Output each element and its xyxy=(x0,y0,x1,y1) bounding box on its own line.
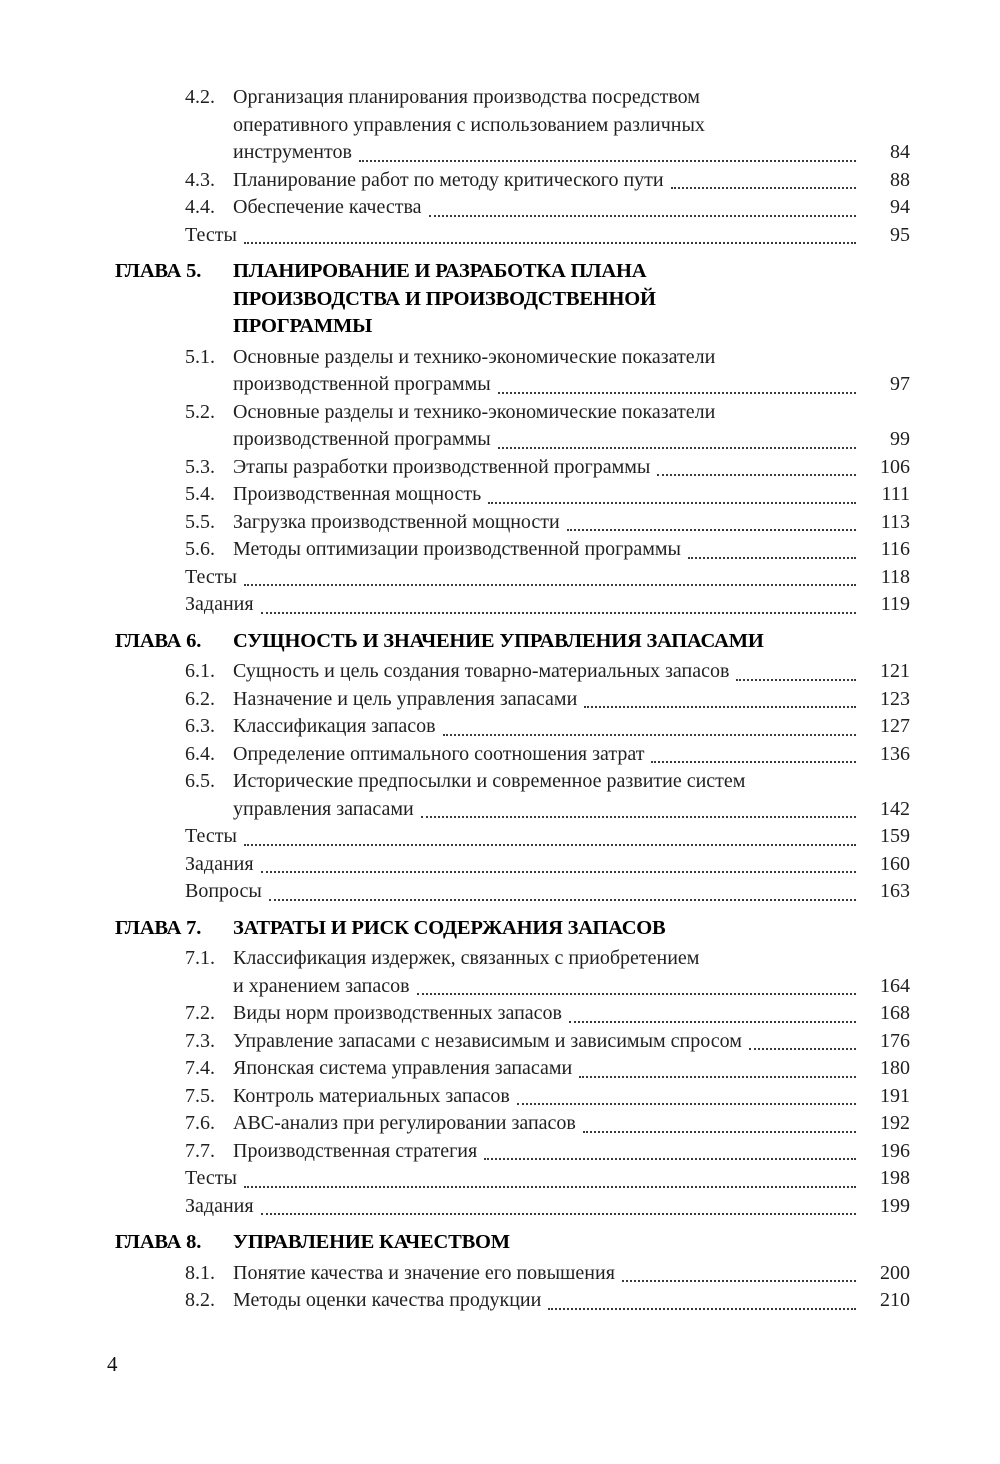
dot-leader xyxy=(548,1308,856,1310)
toc-page-number: 106 xyxy=(880,455,910,478)
toc-entry-body xyxy=(233,628,910,656)
toc-entry-title: Методы оценки качества продукции xyxy=(233,1289,542,1311)
toc-page-number: 164 xyxy=(880,974,910,997)
dot-leader xyxy=(429,215,856,217)
toc-entry-body xyxy=(233,1055,910,1083)
dot-leader xyxy=(421,816,856,818)
toc-entry-body xyxy=(185,591,910,619)
toc-section-entry xyxy=(0,741,1000,769)
toc-page-number: 198 xyxy=(880,1167,910,1189)
toc-entry-label: Задания xyxy=(185,593,254,615)
dot-leader xyxy=(261,1213,856,1215)
toc-entry-body xyxy=(233,454,910,482)
toc-section-number: 5.1. xyxy=(185,345,215,368)
toc-entry-line xyxy=(233,686,910,714)
toc-entry-title: оперативного управления с использованием различных xyxy=(233,113,705,136)
toc-entry-body xyxy=(233,1287,910,1315)
toc-chapter-entry xyxy=(0,1229,1000,1257)
toc-section-entry xyxy=(0,399,1000,454)
toc-entry-line xyxy=(233,167,910,195)
toc-page-number: 142 xyxy=(880,797,910,820)
toc-section-number: 5.2. xyxy=(185,400,215,423)
toc-entry-body xyxy=(233,915,910,943)
toc-section-number: 7.1. xyxy=(185,947,215,969)
toc-section-entry xyxy=(0,686,1000,714)
toc-page-number: 180 xyxy=(880,1057,910,1079)
toc-entry-title: Методы оптимизации производственной программы xyxy=(233,538,681,560)
toc-entry-body xyxy=(185,1165,910,1193)
dot-leader xyxy=(488,502,856,504)
toc-page-number: 199 xyxy=(880,1194,910,1217)
toc-entry-line xyxy=(185,564,910,592)
toc-entry-line xyxy=(233,741,910,769)
toc-aux-entry xyxy=(0,878,1000,906)
toc-entry-body xyxy=(233,167,910,195)
toc-aux-entry xyxy=(0,564,1000,592)
toc-section-number: 6.5. xyxy=(185,770,215,792)
toc-entry-line xyxy=(233,713,910,741)
toc-entry-line xyxy=(233,139,910,167)
toc-section-entry xyxy=(0,658,1000,686)
toc-aux-entry xyxy=(0,1165,1000,1193)
toc-entry-title: Этапы разработки производственной программы xyxy=(233,455,651,478)
dot-leader xyxy=(579,1076,856,1078)
toc-entry-title: производственной программы xyxy=(233,373,491,395)
toc-section-number: 4.2. xyxy=(185,86,215,108)
toc-chapter-title: ПРОГРАММЫ xyxy=(233,315,373,337)
toc-entry-line xyxy=(185,222,910,250)
toc-entry-body xyxy=(185,564,910,592)
toc-page-number: 200 xyxy=(880,1261,910,1284)
toc-entry-body xyxy=(233,258,910,341)
toc-entry-line xyxy=(185,851,910,879)
dot-leader xyxy=(736,679,856,681)
toc-page-number: 95 xyxy=(890,223,910,246)
toc-page-number: 192 xyxy=(880,1112,910,1134)
toc-entry-title: Исторические предпосылки и современное развитие систем xyxy=(233,770,746,792)
toc-section-entry xyxy=(0,481,1000,509)
toc-aux-entry xyxy=(0,222,1000,250)
toc-page-number: 191 xyxy=(880,1084,910,1107)
toc-entry-title: Организация планирования производства посредством xyxy=(233,86,700,108)
toc-entry-body xyxy=(233,713,910,741)
toc-section-entry xyxy=(0,1000,1000,1028)
toc-entry-title: Загрузка производственной мощности xyxy=(233,510,560,533)
toc-page-number: 123 xyxy=(880,687,910,710)
dot-leader xyxy=(417,993,856,995)
toc-page-number: 84 xyxy=(890,141,910,163)
toc-section-entry xyxy=(0,1083,1000,1111)
toc-entry-title: управления запасами xyxy=(233,797,414,820)
dot-leader xyxy=(443,734,856,736)
toc-aux-entry xyxy=(0,851,1000,879)
dot-leader xyxy=(749,1048,856,1050)
toc-section-entry xyxy=(0,536,1000,564)
dot-leader xyxy=(244,584,856,586)
toc-entry-line xyxy=(233,509,910,537)
toc-entry-body xyxy=(233,344,910,399)
dot-leader xyxy=(244,1186,856,1188)
toc-entry-body xyxy=(233,1110,910,1138)
toc-entry-label: Задания xyxy=(185,1194,254,1217)
dot-leader xyxy=(269,899,856,901)
toc-page-number: 136 xyxy=(880,742,910,765)
toc-page-number: 210 xyxy=(880,1289,910,1311)
toc-entry-title: Понятие качества и значение его повышения xyxy=(233,1261,615,1284)
toc-entry-line xyxy=(233,973,910,1001)
toc-entry-title: производственной программы xyxy=(233,428,491,450)
dot-leader xyxy=(688,557,856,559)
toc-entry-title: Планирование работ по методу критического пути xyxy=(233,168,664,191)
toc-chapter-number: ГЛАВА 5. xyxy=(115,260,202,282)
toc-section-number: 8.1. xyxy=(185,1261,215,1284)
dot-leader xyxy=(671,187,856,189)
toc-page-number: 113 xyxy=(880,510,910,533)
toc-chapter-entry xyxy=(0,915,1000,943)
toc-section-entry xyxy=(0,1028,1000,1056)
footer-page-number: 4 xyxy=(107,1352,118,1376)
toc-entry-title: и хранением запасов xyxy=(233,974,410,997)
toc-chapter-title: ПРОИЗВОДСТВА И ПРОИЗВОДСТВЕННОЙ xyxy=(233,287,656,310)
toc-entry-line xyxy=(233,1083,910,1111)
toc-entry-body xyxy=(185,222,910,250)
toc-entry-body xyxy=(233,1260,910,1288)
toc-entry-body xyxy=(233,399,910,454)
toc-entry-body xyxy=(233,194,910,222)
toc-section-number: 4.3. xyxy=(185,168,215,191)
toc-section-number: 7.7. xyxy=(185,1139,215,1162)
toc-entry-line xyxy=(185,1193,910,1221)
toc-page-number: 121 xyxy=(880,660,910,682)
toc-entry-line xyxy=(233,371,910,399)
toc-section-entry xyxy=(0,1110,1000,1138)
toc-page-number: 97 xyxy=(890,373,910,395)
toc-entry-title: Управление запасами с независимым и зависимым спросом xyxy=(233,1029,742,1052)
toc-entry-line xyxy=(233,1000,910,1028)
toc-section-number: 5.6. xyxy=(185,538,215,560)
toc-page-number: 99 xyxy=(890,428,910,450)
dot-leader xyxy=(584,706,856,708)
toc-entry-label: Тесты xyxy=(185,223,237,246)
toc-entry-line xyxy=(233,658,910,686)
toc-page-number: 196 xyxy=(880,1139,910,1162)
toc-page-number: 118 xyxy=(880,565,910,588)
toc-entry-title: Производственная стратегия xyxy=(233,1139,478,1162)
toc-entry-body xyxy=(233,84,910,167)
toc-page-number: 94 xyxy=(890,196,910,218)
dot-leader xyxy=(261,612,856,614)
toc-chapter-number: ГЛАВА 6. xyxy=(115,629,202,652)
toc-entry-body xyxy=(233,1028,910,1056)
toc-entry-title: инструментов xyxy=(233,141,352,163)
toc-entry-title: Контроль материальных запасов xyxy=(233,1084,510,1107)
toc-page-number: 159 xyxy=(880,825,910,847)
toc-entry-title: Виды норм производственных запасов xyxy=(233,1002,563,1024)
toc-section-entry xyxy=(0,1260,1000,1288)
toc-entry-body xyxy=(233,1138,910,1166)
toc-entry-line xyxy=(185,1165,910,1193)
toc-entry-line xyxy=(233,1110,910,1138)
toc-chapter-title: СУЩНОСТЬ И ЗНАЧЕНИЕ УПРАВЛЕНИЯ ЗАПАСАМИ xyxy=(233,629,764,652)
toc-page-number: 116 xyxy=(880,538,910,560)
toc-page-number: 127 xyxy=(880,715,910,737)
toc-entry-body xyxy=(185,851,910,879)
toc-entry-title: Основные разделы и технико-экономические показатели xyxy=(233,345,716,368)
toc-section-number: 5.4. xyxy=(185,483,215,505)
dot-leader xyxy=(651,761,856,763)
toc-entry-line xyxy=(185,878,910,906)
toc-entry-body xyxy=(233,536,910,564)
toc-section-number: 5.3. xyxy=(185,455,215,478)
toc-entry-body xyxy=(233,945,910,1000)
toc-entry-body xyxy=(185,878,910,906)
toc-entry-body xyxy=(233,1000,910,1028)
toc-section-number: 8.2. xyxy=(185,1289,215,1311)
toc-entry-title: Обеспечение качества xyxy=(233,196,422,218)
toc-page-number: 176 xyxy=(880,1029,910,1052)
toc-chapter-entry xyxy=(0,258,1000,341)
toc-section-entry xyxy=(0,509,1000,537)
toc-entry-line xyxy=(233,194,910,222)
toc-section-entry xyxy=(0,945,1000,1000)
toc-section-entry xyxy=(0,1287,1000,1315)
toc-page-number: 168 xyxy=(880,1002,910,1024)
dot-leader xyxy=(484,1158,856,1160)
toc-entry-line xyxy=(185,591,910,619)
toc-entry-body xyxy=(233,686,910,714)
toc-entry-line xyxy=(233,1138,910,1166)
toc-entry-label: Тесты xyxy=(185,1167,237,1189)
toc-entry-line xyxy=(185,823,910,851)
toc-entry-title: АВС-анализ при регулировании запасов xyxy=(233,1112,576,1134)
dot-leader xyxy=(498,447,856,449)
dot-leader xyxy=(244,242,856,244)
table-of-contents xyxy=(0,84,1000,1315)
toc-chapter-title: ПЛАНИРОВАНИЕ И РАЗРАБОТКА ПЛАНА xyxy=(233,260,647,282)
toc-entry-line xyxy=(233,536,910,564)
toc-entry-body xyxy=(233,1229,910,1257)
dot-leader xyxy=(261,871,856,873)
toc-section-entry xyxy=(0,167,1000,195)
toc-section-number: 6.1. xyxy=(185,660,215,682)
toc-section-number: 7.2. xyxy=(185,1002,215,1024)
dot-leader xyxy=(567,529,856,531)
toc-page-number: 88 xyxy=(890,168,910,191)
toc-page-number: 163 xyxy=(880,880,910,902)
dot-leader xyxy=(569,1021,856,1023)
dot-leader xyxy=(498,392,856,394)
dot-leader xyxy=(583,1131,856,1133)
toc-entry-body xyxy=(233,509,910,537)
toc-entry-body xyxy=(185,823,910,851)
toc-entry-label: Вопросы xyxy=(185,880,262,902)
toc-entry-line xyxy=(233,1260,910,1288)
toc-section-entry xyxy=(0,768,1000,823)
toc-entry-label: Тесты xyxy=(185,825,237,847)
toc-section-entry xyxy=(0,454,1000,482)
toc-section-entry xyxy=(0,713,1000,741)
toc-entry-body xyxy=(233,1083,910,1111)
toc-entry-line xyxy=(233,454,910,482)
toc-aux-entry xyxy=(0,823,1000,851)
toc-entry-title: Определение оптимального соотношения затрат xyxy=(233,742,645,765)
dot-leader xyxy=(622,1280,856,1282)
toc-chapter-entry xyxy=(0,628,1000,656)
toc-entry-title: Сущность и цель создания товарно-материальных запасов xyxy=(233,660,730,682)
toc-entry-title: Назначение и цель управления запасами xyxy=(233,687,578,710)
toc-entry-body xyxy=(233,481,910,509)
toc-entry-line xyxy=(233,1055,910,1083)
toc-chapter-title: ЗАТРАТЫ И РИСК СОДЕРЖАНИЯ ЗАПАСОВ xyxy=(233,916,666,939)
toc-entry-label: Задания xyxy=(185,852,254,875)
toc-entry-line xyxy=(233,796,910,824)
toc-aux-entry xyxy=(0,591,1000,619)
toc-entry-line xyxy=(233,1287,910,1315)
toc-section-number: 7.6. xyxy=(185,1112,215,1134)
toc-section-entry xyxy=(0,1055,1000,1083)
toc-entry-line xyxy=(233,481,910,509)
toc-section-entry xyxy=(0,194,1000,222)
toc-aux-entry xyxy=(0,1193,1000,1221)
toc-entry-title: Основные разделы и технико-экономические показатели xyxy=(233,400,716,423)
toc-entry-body xyxy=(233,658,910,686)
toc-section-entry xyxy=(0,1138,1000,1166)
toc-section-number: 6.3. xyxy=(185,715,215,737)
toc-section-number: 6.2. xyxy=(185,687,215,710)
toc-section-number: 4.4. xyxy=(185,196,215,218)
toc-page-number: 160 xyxy=(880,852,910,875)
toc-entry-label: Тесты xyxy=(185,565,237,588)
toc-entry-title: Производственная мощность xyxy=(233,483,482,505)
toc-entry-body xyxy=(233,741,910,769)
dot-leader xyxy=(517,1103,856,1105)
toc-entry-body xyxy=(233,768,910,823)
dot-leader xyxy=(657,474,856,476)
toc-section-number: 7.3. xyxy=(185,1029,215,1052)
toc-entry-line xyxy=(233,426,910,454)
toc-section-entry xyxy=(0,84,1000,167)
toc-page-number: 111 xyxy=(881,483,910,505)
toc-entry-title: Классификация запасов xyxy=(233,715,436,737)
toc-chapter-number: ГЛАВА 7. xyxy=(115,916,202,939)
toc-entry-body xyxy=(185,1193,910,1221)
toc-section-number: 7.5. xyxy=(185,1084,215,1107)
dot-leader xyxy=(359,160,856,162)
toc-section-entry xyxy=(0,344,1000,399)
dot-leader xyxy=(244,844,856,846)
toc-section-number: 5.5. xyxy=(185,510,215,533)
toc-chapter-number: ГЛАВА 8. xyxy=(115,1231,202,1253)
toc-entry-line xyxy=(233,1028,910,1056)
toc-entry-title: Классификация издержек, связанных с приобретением xyxy=(233,947,700,969)
toc-section-number: 6.4. xyxy=(185,742,215,765)
toc-page-number: 119 xyxy=(880,593,910,615)
toc-chapter-title: УПРАВЛЕНИЕ КАЧЕСТВОМ xyxy=(233,1231,510,1253)
toc-section-number: 7.4. xyxy=(185,1057,215,1079)
toc-entry-title: Японская система управления запасами xyxy=(233,1057,573,1079)
